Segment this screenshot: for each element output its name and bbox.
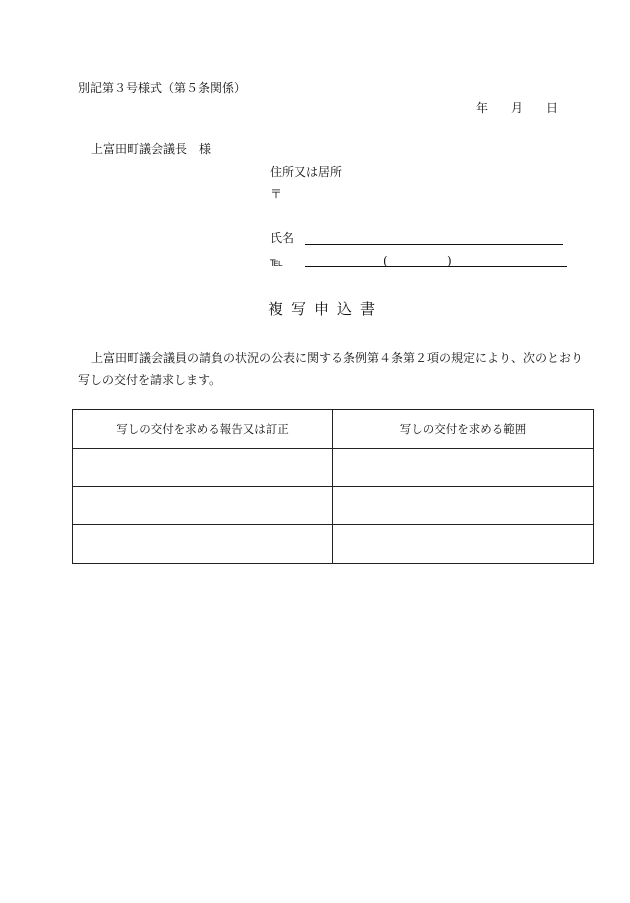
body-line-2: 写しの交付を請求します。 bbox=[78, 373, 222, 387]
postal-mark: 〒 bbox=[270, 187, 283, 201]
tel-underline bbox=[305, 266, 567, 267]
address-label: 住所又は居所 bbox=[270, 165, 343, 179]
table-cell-report bbox=[73, 487, 333, 525]
header-scope: 写しの交付を求める範囲 bbox=[333, 410, 594, 449]
date-month-label: 月 bbox=[511, 101, 524, 115]
table-row bbox=[73, 449, 594, 487]
table-cell-report bbox=[73, 449, 333, 487]
table-row bbox=[73, 487, 594, 525]
tel-close-paren: ) bbox=[447, 254, 452, 268]
date-day-label: 日 bbox=[546, 101, 559, 115]
header-report-or-correction: 写しの交付を求める報告又は訂正 bbox=[73, 410, 333, 449]
form-label: 別記第３号様式（第５条関係） bbox=[78, 81, 247, 95]
table-cell-report bbox=[73, 525, 333, 564]
request-table bbox=[72, 409, 594, 564]
table-cell-scope bbox=[333, 449, 594, 487]
name-underline bbox=[305, 244, 563, 245]
table-header-row bbox=[73, 410, 594, 449]
table-row bbox=[73, 525, 594, 564]
table-cell-scope bbox=[333, 487, 594, 525]
date-year-label: 年 bbox=[476, 101, 489, 115]
document-title: 複写申込書 bbox=[268, 300, 384, 318]
tel-open-paren: ( bbox=[383, 254, 388, 268]
body-line-1: 上富田町議会議員の請負の状況の公表に関する条例第４条第２項の規定により、次のとおり bbox=[91, 351, 584, 365]
addressee: 上富田町議会議長 様 bbox=[91, 142, 212, 156]
tel-label: ℡ bbox=[270, 255, 283, 269]
table-cell-scope bbox=[333, 525, 594, 564]
name-label: 氏名 bbox=[270, 231, 295, 245]
